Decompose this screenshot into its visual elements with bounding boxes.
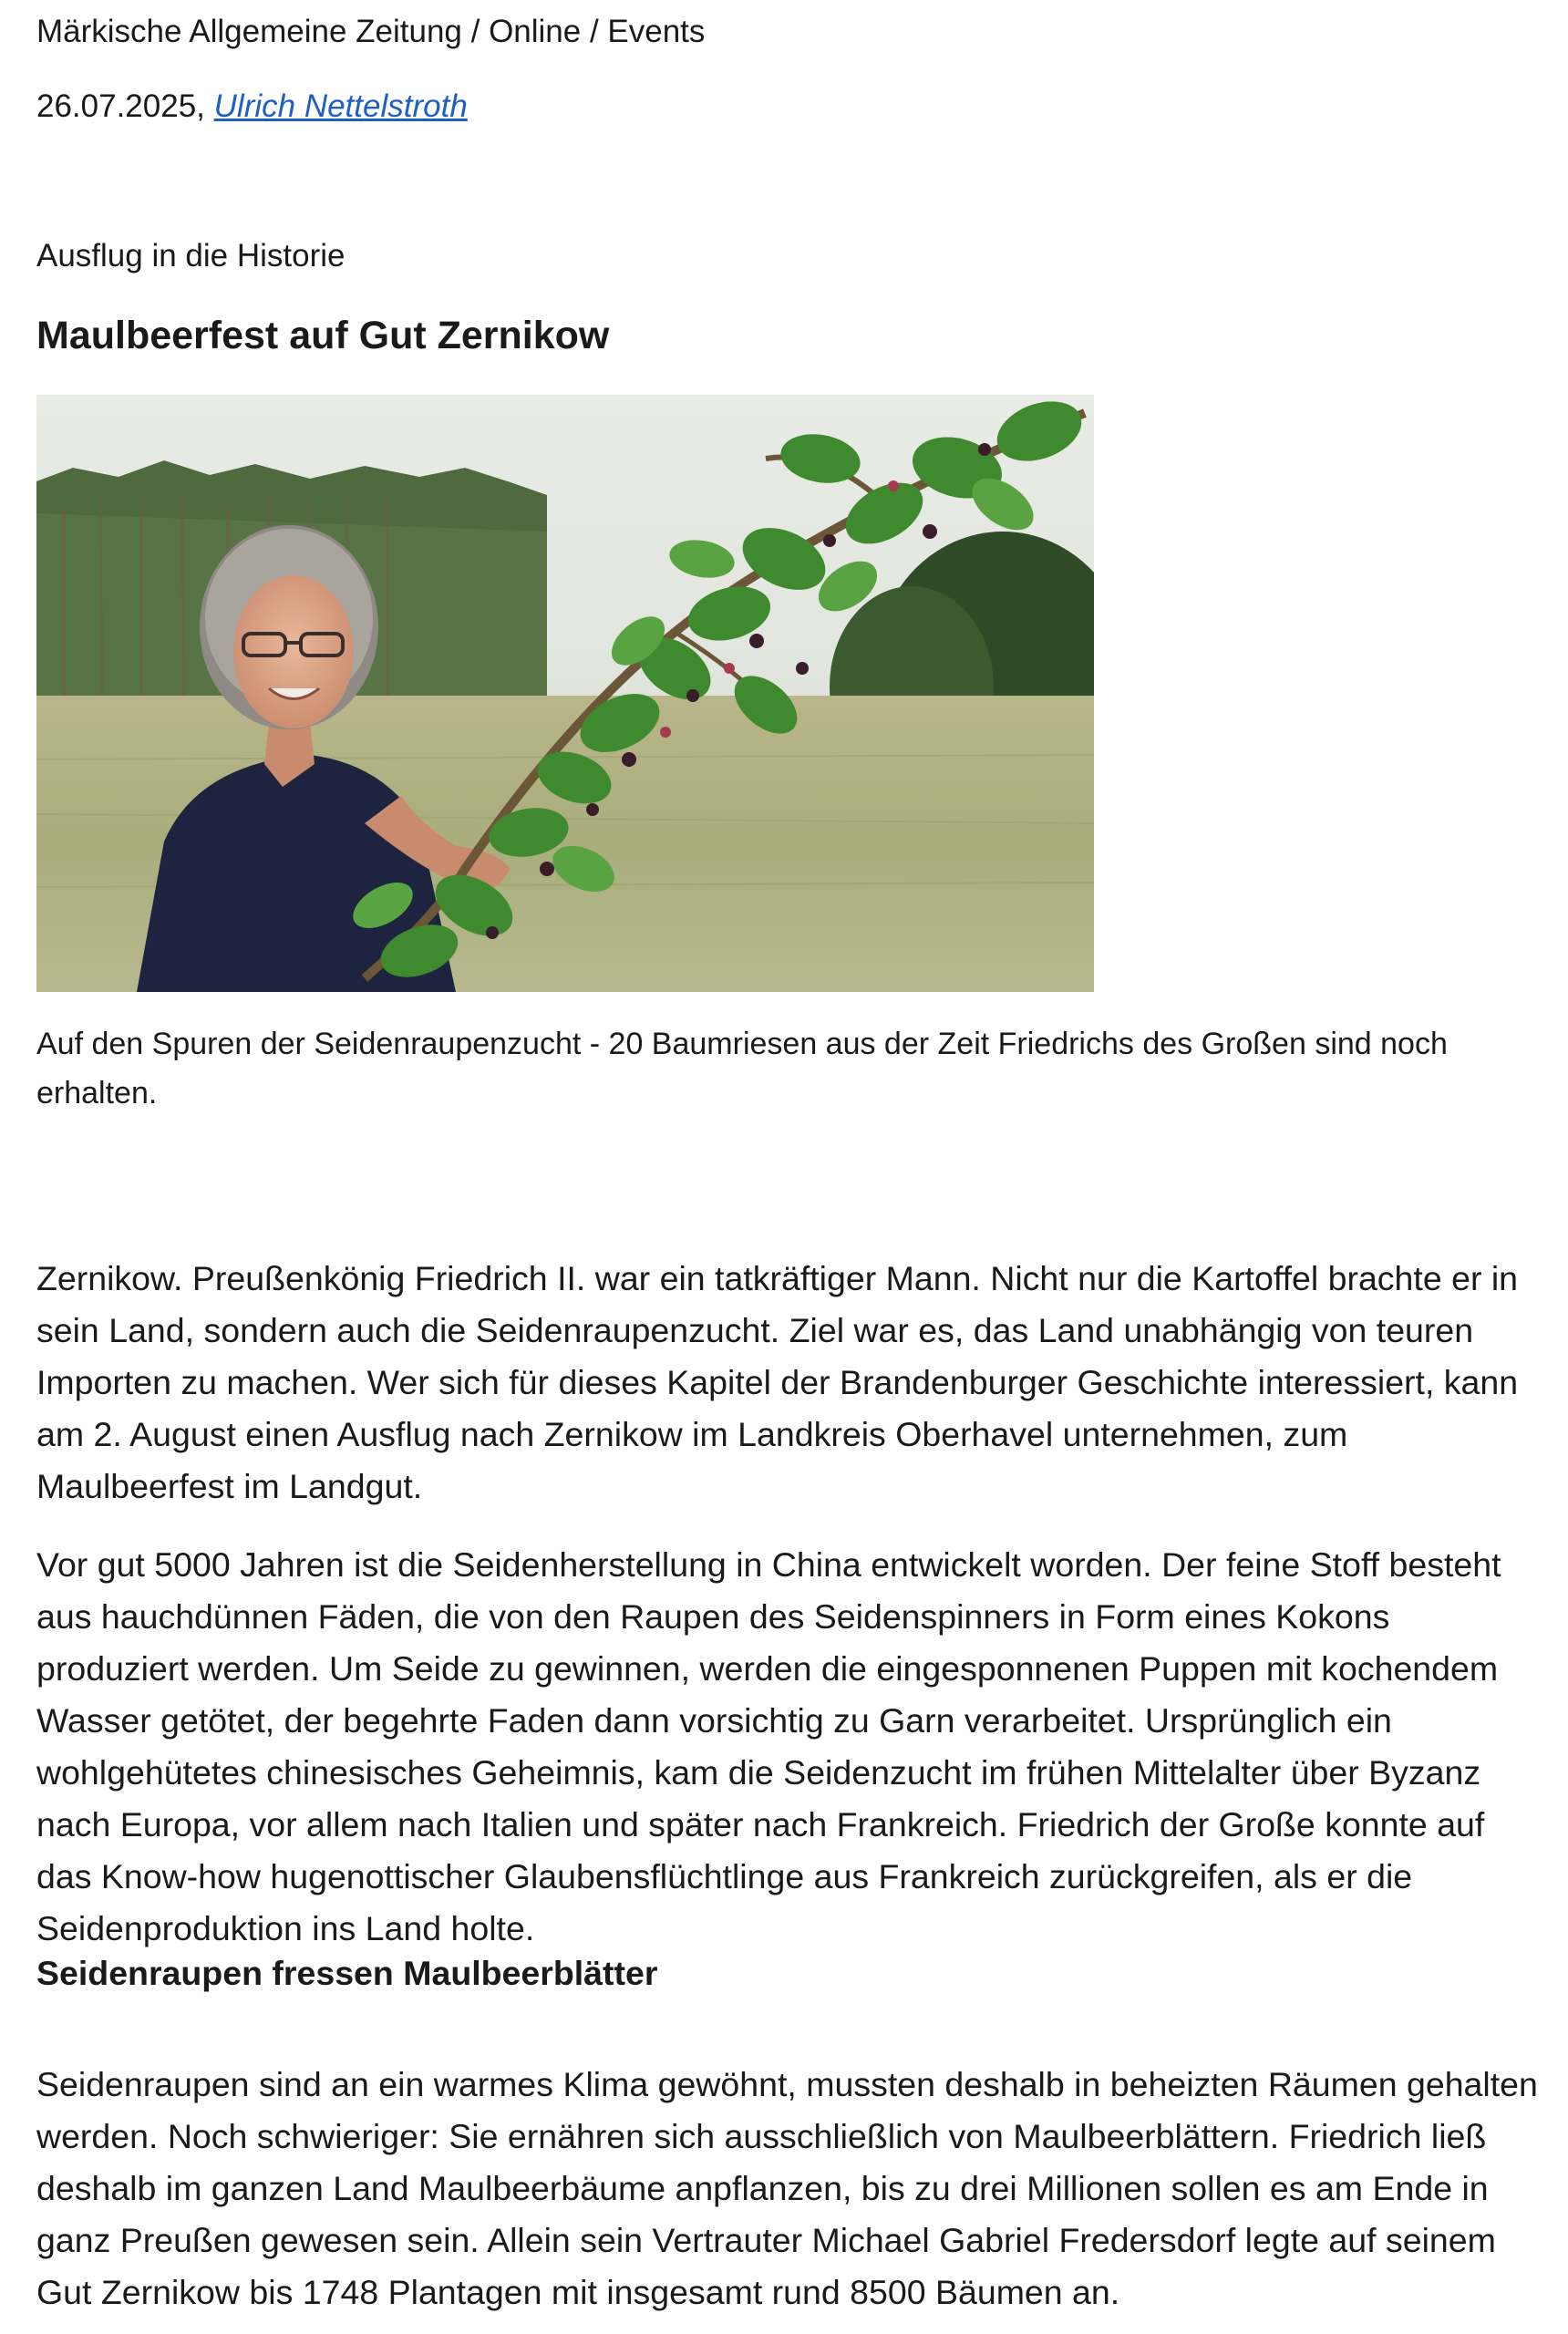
section-subheading: Seidenraupen fressen Maulbeerblätter [36,1954,658,1992]
article-paragraph: Seidenraupen sind an ein warmes Klima gewöhnt, mussten deshalb in beheizten Räumen gehalten werden. Noch schwieriger: Sie ernähren sich ausschließlich von Maulbeerblättern. Friedrich ließ deshalb im ganzen Land Maulbeerbäume anpflanzen, bis zu drei Millionen sollen es am Ende in ganz Preußen gewesen sein. Allein sein Vertrauter Michael Gabriel Fredersdorf legte auf seinem Gut Zernikow bis 1748 Plantagen mit insgesamt rund 8500 Bäumen an. [36,2064,1538,2311]
article-paragraph: Vor gut 5000 Jahren ist die Seidenherstellung in China entwickelt worden. Der feine Stoff besteht aus hauchdünnen Fäden, die von den Raupen des Seidenspinners in Form eines Kokons produziert werden. Um Seide zu gewinnen, werden die eingesponnenen Puppen mit kochendem Wasser getötet, der begehrte Faden dann vorsichtig zu Garn verarbeitet. Ursprünglich ein wohlgehütetes chinesisches Geheimnis, kam die Seidenzucht im frühen Mittelalter über Byzanz nach Europa, vor allem nach Italien und später nach Frankreich. Friedrich der Große konnte auf das Know-how hugenottischer Glaubensflüchtlinge aus Frankreich zurückgreifen, als er die Seidenproduktion ins Land holte. [36,1544,1501,1947]
article-photo [36,395,1094,992]
article-paragraph: Zernikow. Preußenkönig Friedrich II. war ein tatkräftiger Mann. Nicht nur die Kartoffel brachte er in sein Land, sondern auch die Seidenraupenzucht. Ziel war es, das Land unabhängig von teuren Importen zu machen. Wer sich für dieses Kapitel der Brandenburger Geschichte interessiert, kann am 2. August einen Ausflug nach Zernikow im Landkreis Oberhavel unternehmen, zum Maulbeerfest im Landgut. [36,1258,1519,1505]
article-title: Maulbeerfest auf Gut Zernikow [36,314,610,357]
photo-woman-with-mulberry-branch [36,395,1094,992]
byline [36,84,468,129]
article-kicker: Ausflug in die Historie [36,238,346,274]
image-caption: Auf den Spuren der Seidenraupenzucht - 20 Baumriesen aus der Zeit Friedrichs des Großen sind noch erhalten. [36,1027,1448,1110]
publish-date: 26.07.2025, [36,88,205,124]
source-breadcrumb: Märkische Allgemeine Zeitung / Online / Events [36,14,706,49]
author-link[interactable]: Ulrich Nettelstroth [213,88,468,124]
